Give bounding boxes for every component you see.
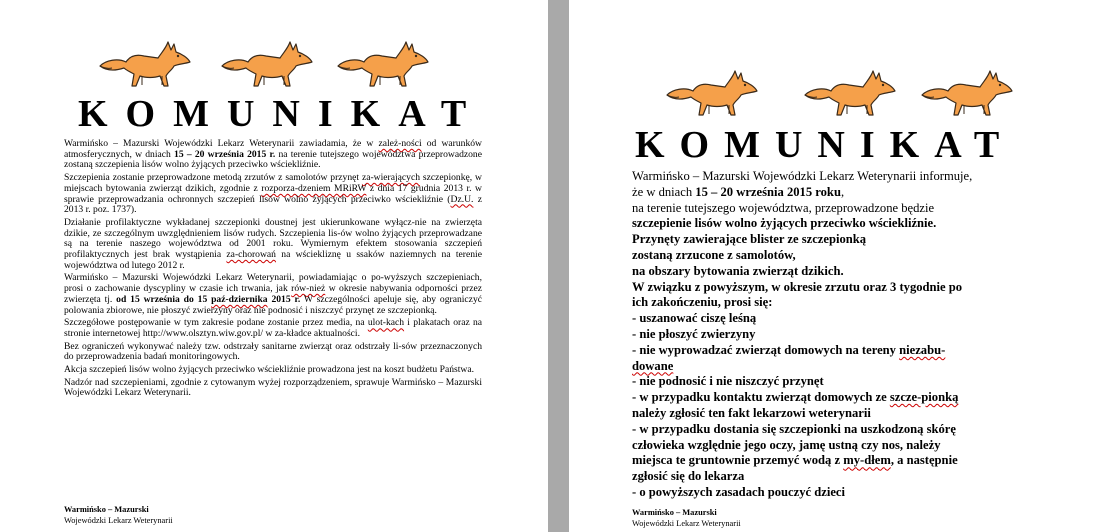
text-line — [632, 343, 1058, 359]
text-run: - nie płoszyć zwierzyny — [632, 326, 756, 341]
text-line — [632, 453, 1058, 469]
text-run: należy zgłosić ten fakt lekarzowi weterynarii — [632, 405, 871, 420]
signature-left — [64, 504, 173, 526]
text-line — [632, 327, 1058, 343]
text-run: ulot-kach — [367, 317, 405, 329]
paragraph — [64, 218, 482, 272]
text-run: 15 – 20 września 2015 roku — [695, 184, 841, 199]
text-run: z 2013 r. poz. 1737). — [64, 193, 482, 216]
text-line — [632, 485, 1058, 501]
text-run: miejsca te gruntownie przemyć wodą z — [632, 453, 844, 468]
text-run: w okresie nabywania odporności przez zwierzęta tj. — [64, 283, 482, 305]
text-run: za-wierających — [361, 172, 421, 184]
text-run: Warmińsko – Mazurski Wojewódzki Lekarz Weterynarii zawiadamia, że w — [64, 138, 379, 149]
text-run: Działanie profilaktyczne wykładanej szczepionki doustnej jest ukierunkowane wyłącz-nie na zwierzęta dzikie, ze szczególnym uwzględnieniem lisów rudych. Szczepienia lis-ów wolno żyjących przeprowadzane są na terenie naszego województwa od 2001 roku. Wymiernym efektem stosowania szczepień profilaktycznych jest brak wystąpienia — [64, 216, 482, 261]
text-run: - w przypadku kontaktu zwierząt domowych ze — [632, 390, 890, 405]
text-line — [632, 438, 1058, 454]
paragraph — [64, 365, 482, 376]
fox-illustration — [96, 36, 192, 88]
fox-icon — [96, 36, 192, 88]
text-run: Szczepienia zostanie przeprowadzone metodą zrzutów z samolotów przynęt — [64, 172, 362, 184]
text-run: na terenie tutejszego województwa przeprowadzone zostaną szczepienia lisów wolno żyjących przeciwko wściekliźnie. — [64, 148, 482, 171]
text-run: Bez ograniczeń wykonywać należy tzw. odstrzały sanitarne zwierząt oraz odstrzały li-sów przeznaczonych do przeprowadzenia badań monitoringowych. — [64, 340, 482, 363]
text-run: , a następnie — [890, 453, 958, 468]
fox-illustration — [334, 36, 430, 88]
signature-line: Warmińsko – Mazurski — [64, 505, 149, 514]
fox-icon — [801, 65, 897, 117]
fox-icon — [218, 36, 314, 88]
text-run: , — [840, 184, 845, 199]
text-line — [632, 406, 1058, 422]
paragraph — [64, 139, 482, 171]
text-line — [632, 280, 1058, 296]
text-run: ich zakończeniu, prosi się: — [632, 295, 773, 310]
fox-icon — [663, 65, 759, 117]
text-run: - o powyższych zasadach pouczyć dzieci — [632, 484, 846, 499]
text-run: zgłosić się do lekarza — [632, 469, 745, 484]
text-run: Przynęty zawierające blister ze szczepionką — [632, 232, 867, 247]
text-run: - nie podnosić i nie niszczyć przynęt — [632, 374, 824, 389]
text-run: my-dłem — [843, 453, 891, 468]
text-run: W związku z powyższym, w okresie zrzutu oraz 3 tygodnie po — [632, 279, 963, 294]
announcement-body-right — [632, 169, 1058, 501]
fox-illustration — [218, 36, 314, 88]
text-run: dowane — [632, 358, 674, 373]
paragraph — [64, 318, 482, 339]
text-run: rów-nież — [291, 283, 326, 295]
text-run: - w przypadku dostania się szczepionki na uszkodzoną skórę — [632, 421, 956, 436]
fox-illustration — [918, 65, 1014, 117]
text-run: na obszary bytowania zwierząt dzikich. — [632, 263, 844, 278]
text-line — [632, 390, 1058, 406]
paragraph — [64, 173, 482, 216]
text-run: szcze-pionką — [889, 390, 959, 405]
page-gap — [548, 0, 569, 532]
text-run: i plakatach oraz na stronie internetowej http://www.olsztyn.wiw.gov.pl/ w za-kładce aktualności. — [64, 317, 483, 339]
signature-line: Wojewódzki Lekarz Weterynarii — [632, 519, 741, 528]
text-run: od 15 września do 15 — [116, 293, 212, 305]
text-line — [632, 359, 1058, 375]
text-run: Nadzór nad szczepieniami, zgodnie z cytowanym wyżej rozporządzeniem, sprawuje Warmińsko – Mazurski Wojewódzki Lekarz Weterynarii. — [64, 376, 482, 399]
text-line — [632, 264, 1058, 280]
text-line — [632, 232, 1058, 248]
text-run: za-chorowań — [226, 249, 276, 261]
fox-illustration — [663, 65, 759, 117]
text-run: 15 – 20 września 2015 r. — [174, 148, 276, 160]
text-run: od warunków atmosferycznych, w dniach — [64, 138, 482, 160]
text-line — [632, 216, 1058, 232]
signature-line: Wojewódzki Lekarz Weterynarii — [64, 516, 173, 525]
announcement-body-left — [64, 139, 482, 401]
fox-illustration — [801, 65, 897, 117]
communique-title-right: KOMUNIKAT — [635, 124, 1015, 166]
text-run: paź-dziernika — [211, 293, 268, 305]
text-line — [632, 185, 1058, 201]
text-line — [632, 169, 1058, 185]
text-line — [632, 248, 1058, 264]
fox-icon — [334, 36, 430, 88]
text-run: W szczególności apeluje się, aby ograniczyć polowania zbiorowe, nie płoszyć zwierzyny oraz nie podnosić i niszczyć przynęt ze szczepionką. — [64, 293, 482, 316]
text-run: Warmińsko – Mazurski Wojewódzki Lekarz Weterynarii, powiadamiając o po-wyższych szczepieniach, prosi o zachowanie dyscypliny w czasie ich trwania, jak — [64, 272, 482, 295]
text-run: szczepienie lisów wolno żyjących przeciwko wściekliźnie. — [632, 216, 937, 231]
text-run: Warmińsko – Mazurski Wojewódzki Lekarz Weterynarii informuje, — [632, 169, 973, 183]
text-run: - nie wyprowadzać zwierząt domowych na tereny — [632, 342, 900, 357]
text-run: że w dniach — [632, 184, 696, 199]
text-run: zostaną zrzucone z samolotów, — [632, 247, 796, 262]
paragraph — [64, 378, 482, 399]
text-run: z dnia 17 grudnia 2013 r. w sprawie przeprowadzania ochronnych szczepień lisów wolno żyjących przeciwko wściekliźnie ( — [64, 182, 482, 205]
signature-right — [632, 507, 741, 529]
signature-line: Warmińsko – Mazurski — [632, 508, 717, 517]
text-line — [632, 201, 1058, 217]
text-run: Dz.U. — [450, 193, 474, 205]
communique-title-left: KOMUNIKAT — [78, 93, 485, 135]
text-run: rozporza-dzeniem MRiRW — [261, 182, 367, 194]
text-run: na wściekliznę u ssaków naziemnych na terenie województwa od lutego 2012 r. — [64, 249, 482, 271]
text-run: niezabu- — [899, 342, 946, 357]
text-line — [632, 422, 1058, 438]
text-run: zależ-ności — [378, 138, 422, 149]
text-line — [632, 469, 1058, 485]
text-run: na terenie tutejszego województwa, przeprowadzone będzie — [632, 200, 935, 215]
text-run: 2015 r. — [267, 293, 301, 305]
text-run: - uszanować ciszę leśną — [632, 311, 757, 326]
text-line — [632, 374, 1058, 390]
text-run: Szczegółowe postępowanie w tym zakresie podane zostanie przez media, na — [64, 317, 368, 329]
paragraph — [64, 342, 482, 363]
paragraph — [64, 273, 482, 316]
text-run: Akcja szczepień lisów wolno żyjących przeciwko wściekliźnie prowadzona jest na koszt budżetu Państwa. — [64, 364, 474, 376]
text-run: szczepionkę, w miejscach bytowania zwierząt dzikich, zgodnie z — [64, 172, 482, 194]
text-run: człowieka względnie jego oczy, jamę ustną czy nos, należy — [632, 437, 941, 452]
text-line — [632, 295, 1058, 311]
text-line — [632, 311, 1058, 327]
fox-icon — [918, 65, 1014, 117]
